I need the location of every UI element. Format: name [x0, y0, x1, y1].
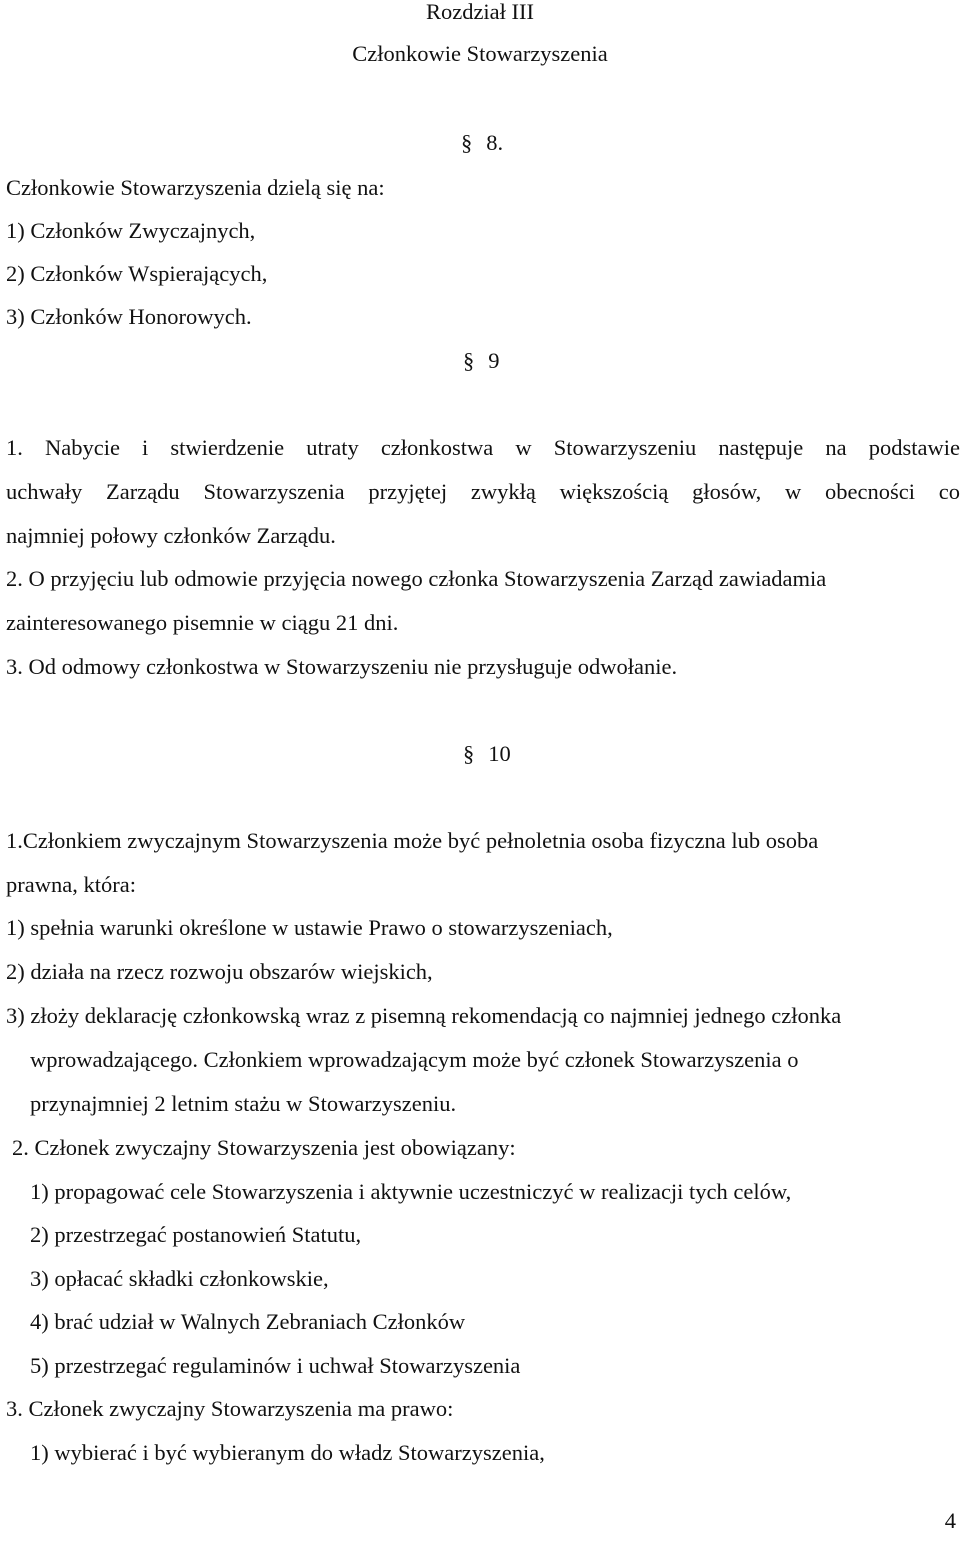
section-10-line: 3) złoży deklarację członkowską wraz z pisemną rekomendacją co najmniej jednego członka	[6, 1003, 842, 1028]
section-10-line: wprowadzającego. Członkiem wprowadzającym może być członek Stowarzyszenia o	[30, 1047, 799, 1072]
section-9-heading	[463, 346, 500, 376]
section-8-line: 2) Członków Wspierających,	[6, 261, 268, 286]
section-10-line: 2) działa na rzecz rozwoju obszarów wiejskich,	[6, 959, 433, 984]
section-number: 10	[488, 741, 511, 766]
section-10-line: 1.Członkiem zwyczajnym Stowarzyszenia może być pełnoletnia osoba fizyczna lub osoba	[6, 828, 819, 853]
section-9-line: najmniej połowy członków Zarządu.	[6, 523, 336, 548]
section-9-line: uchwały Zarządu Stowarzyszenia przyjętej zwykłą większością głosów, w obecności co	[6, 479, 960, 504]
chapter-title: Członkowie Stowarzyszenia	[352, 41, 608, 66]
section-10-line: 2. Członek zwyczajny Stowarzyszenia jest obowiązany:	[12, 1135, 516, 1160]
section-10-line: 5) przestrzegać regulaminów i uchwał Stowarzyszenia	[30, 1353, 521, 1378]
section-9-line: 3. Od odmowy członkostwa w Stowarzyszeniu nie przysługuje odwołanie.	[6, 654, 678, 679]
section-10-line: prawna, która:	[6, 872, 136, 897]
paragraph-sign: §	[463, 741, 475, 766]
section-10-line: 4) brać udział w Walnych Zebraniach Członków	[30, 1309, 466, 1334]
section-9-line: 1. Nabycie i stwierdzenie utraty członkostwa w Stowarzyszeniu następuje na podstawie	[6, 435, 960, 460]
section-10-line: 1) wybierać i być wybieranym do władz Stowarzyszenia,	[30, 1440, 545, 1465]
section-8-line: Członkowie Stowarzyszenia dzielą się na:	[6, 175, 385, 200]
section-8-line: 1) Członków Zwyczajnych,	[6, 218, 256, 243]
page-number: 4	[944, 1508, 956, 1533]
section-10-heading	[463, 739, 511, 769]
section-10-line: 2) przestrzegać postanowień Statutu,	[30, 1222, 362, 1247]
section-9-line: zainteresowanego pisemnie w ciągu 21 dni.	[6, 610, 399, 635]
section-10-line: 3. Członek zwyczajny Stowarzyszenia ma prawo:	[6, 1396, 454, 1421]
section-8-heading	[461, 128, 503, 158]
section-number: 9	[488, 348, 500, 373]
section-9-line: 2. O przyjęciu lub odmowie przyjęcia nowego członka Stowarzyszenia Zarząd zawiadamia	[6, 566, 827, 591]
paragraph-sign: §	[461, 130, 473, 155]
section-10-line: przynajmniej 2 letnim stażu w Stowarzyszeniu.	[30, 1091, 457, 1116]
section-number: 8.	[486, 130, 504, 155]
chapter-heading: Rozdział III	[425, 0, 535, 24]
section-10-line: 3) opłacać składki członkowskie,	[30, 1266, 329, 1291]
section-10-line: 1) spełnia warunki określone w ustawie Prawo o stowarzyszeniach,	[6, 915, 613, 940]
section-8-line: 3) Członków Honorowych.	[6, 304, 252, 329]
section-10-line: 1) propagować cele Stowarzyszenia i aktywnie uczestniczyć w realizacji tych celów,	[30, 1179, 792, 1204]
paragraph-sign: §	[463, 348, 475, 373]
